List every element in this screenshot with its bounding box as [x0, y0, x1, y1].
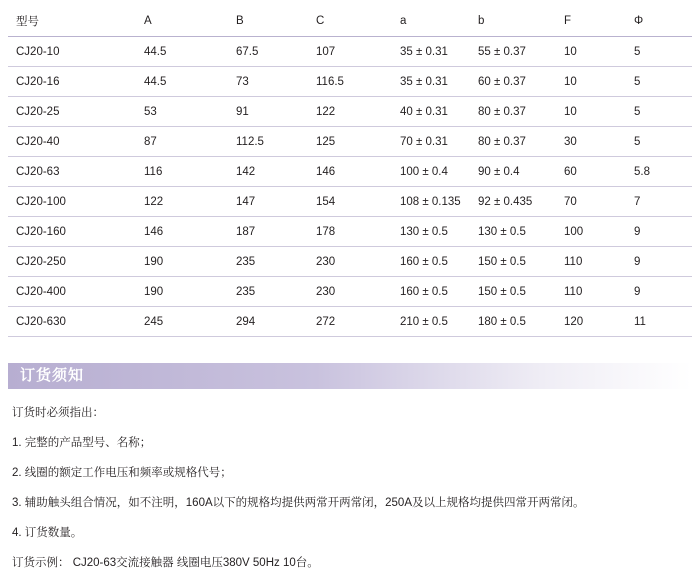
table-row: [8, 97, 692, 127]
cell-b-lower: 180 ± 0.5: [470, 307, 556, 337]
cell-c: 122: [308, 97, 392, 127]
order-lead-text: 订货时必须指出：: [12, 407, 104, 419]
column-header-b: B: [228, 6, 308, 37]
column-header-f: F: [556, 6, 626, 37]
cell-a-lower: 160 ± 0.5: [392, 277, 470, 307]
cell-phi: 5: [626, 67, 692, 97]
cell-f: 60: [556, 157, 626, 187]
cell-b: 294: [228, 307, 308, 337]
column-header-b-lower: b: [470, 6, 556, 37]
cell-c: 272: [308, 307, 392, 337]
cell-b-lower: 150 ± 0.5: [470, 247, 556, 277]
cell-a-lower: 40 ± 0.31: [392, 97, 470, 127]
column-header-a: A: [136, 6, 228, 37]
cell-b-lower: 92 ± 0.435: [470, 187, 556, 217]
cell-a-lower: 70 ± 0.31: [392, 127, 470, 157]
cell-b-lower: 80 ± 0.37: [470, 97, 556, 127]
cell-model: CJ20-25: [8, 97, 136, 127]
table-row: [8, 37, 692, 67]
cell-b-lower: 80 ± 0.37: [470, 127, 556, 157]
cell-c: 230: [308, 277, 392, 307]
cell-c: 230: [308, 247, 392, 277]
cell-b-lower: 130 ± 0.5: [470, 217, 556, 247]
cell-f: 70: [556, 187, 626, 217]
cell-a-lower: 108 ± 0.135: [392, 187, 470, 217]
cell-f: 30: [556, 127, 626, 157]
cell-phi: 9: [626, 217, 692, 247]
section-title: 订货须知: [20, 367, 85, 384]
cell-b: 235: [228, 247, 308, 277]
cell-model: CJ20-10: [8, 37, 136, 67]
column-header-c: C: [308, 6, 392, 37]
cell-a: 44.5: [136, 37, 228, 67]
cell-model: CJ20-63: [8, 157, 136, 187]
cell-a: 245: [136, 307, 228, 337]
cell-f: 110: [556, 247, 626, 277]
cell-a: 53: [136, 97, 228, 127]
cell-model: CJ20-160: [8, 217, 136, 247]
specification-table: [8, 6, 692, 337]
cell-f: 110: [556, 277, 626, 307]
table-row: [8, 247, 692, 277]
cell-phi: 5: [626, 97, 692, 127]
cell-b-lower: 90 ± 0.4: [470, 157, 556, 187]
cell-a-lower: 160 ± 0.5: [392, 247, 470, 277]
table-row: [8, 157, 692, 187]
table-header: [8, 6, 692, 37]
cell-a: 44.5: [136, 67, 228, 97]
cell-c: 154: [308, 187, 392, 217]
order-item-2: 2. 线圈的额定工作电压和频率或规格代号；: [12, 467, 232, 479]
column-header-a-lower: a: [392, 6, 470, 37]
cell-b-lower: 55 ± 0.37: [470, 37, 556, 67]
cell-f: 100: [556, 217, 626, 247]
order-item-4: 4. 订货数量。: [12, 527, 83, 539]
cell-a-lower: 130 ± 0.5: [392, 217, 470, 247]
cell-phi: 7: [626, 187, 692, 217]
cell-b-lower: 150 ± 0.5: [470, 277, 556, 307]
table-body: [8, 37, 692, 337]
column-header-model: 型号: [8, 6, 136, 37]
cell-b: 73: [228, 67, 308, 97]
cell-f: 120: [556, 307, 626, 337]
cell-b: 112.5: [228, 127, 308, 157]
cell-b: 147: [228, 187, 308, 217]
cell-a-lower: 210 ± 0.5: [392, 307, 470, 337]
order-item-1: 1. 完整的产品型号、名称；: [12, 437, 152, 449]
column-header-phi: Φ: [626, 6, 692, 37]
cell-c: 125: [308, 127, 392, 157]
table-row: [8, 217, 692, 247]
cell-model: CJ20-16: [8, 67, 136, 97]
cell-a: 146: [136, 217, 228, 247]
cell-a: 190: [136, 247, 228, 277]
cell-c: 107: [308, 37, 392, 67]
order-example-text: 订货示例： CJ20-63交流接触器 线圈电压380V 50Hz 10台。: [12, 557, 319, 569]
cell-phi: 9: [626, 277, 692, 307]
cell-model: CJ20-100: [8, 187, 136, 217]
cell-a: 87: [136, 127, 228, 157]
document-page: [0, 6, 700, 569]
cell-model: CJ20-40: [8, 127, 136, 157]
cell-c: 146: [308, 157, 392, 187]
cell-b: 67.5: [228, 37, 308, 67]
cell-a: 116: [136, 157, 228, 187]
table-header-row: [8, 6, 692, 37]
table-row: [8, 307, 692, 337]
table-row: [8, 277, 692, 307]
cell-model: CJ20-400: [8, 277, 136, 307]
cell-b-lower: 60 ± 0.37: [470, 67, 556, 97]
cell-model: CJ20-250: [8, 247, 136, 277]
cell-phi: 5: [626, 37, 692, 67]
cell-c: 178: [308, 217, 392, 247]
cell-c: 116.5: [308, 67, 392, 97]
cell-b: 91: [228, 97, 308, 127]
cell-f: 10: [556, 67, 626, 97]
cell-a-lower: 35 ± 0.31: [392, 37, 470, 67]
order-notice-body: [8, 405, 688, 572]
cell-phi: 11: [626, 307, 692, 337]
cell-phi: 5: [626, 127, 692, 157]
cell-f: 10: [556, 37, 626, 67]
table-row: [8, 127, 692, 157]
cell-a-lower: 100 ± 0.4: [392, 157, 470, 187]
cell-a-lower: 35 ± 0.31: [392, 67, 470, 97]
cell-phi: 9: [626, 247, 692, 277]
table-row: [8, 187, 692, 217]
order-notice-heading-band: [8, 363, 692, 389]
cell-phi: 5.8: [626, 157, 692, 187]
cell-f: 10: [556, 97, 626, 127]
order-item-3: 3. 辅助触头组合情况，如不注明，160A以下的规格均提供两常开两常闭，250A及以上规格均提供四常开两常闭。: [12, 497, 585, 509]
cell-b: 235: [228, 277, 308, 307]
cell-b: 142: [228, 157, 308, 187]
table-row: [8, 67, 692, 97]
cell-model: CJ20-630: [8, 307, 136, 337]
cell-b: 187: [228, 217, 308, 247]
cell-a: 190: [136, 277, 228, 307]
cell-a: 122: [136, 187, 228, 217]
